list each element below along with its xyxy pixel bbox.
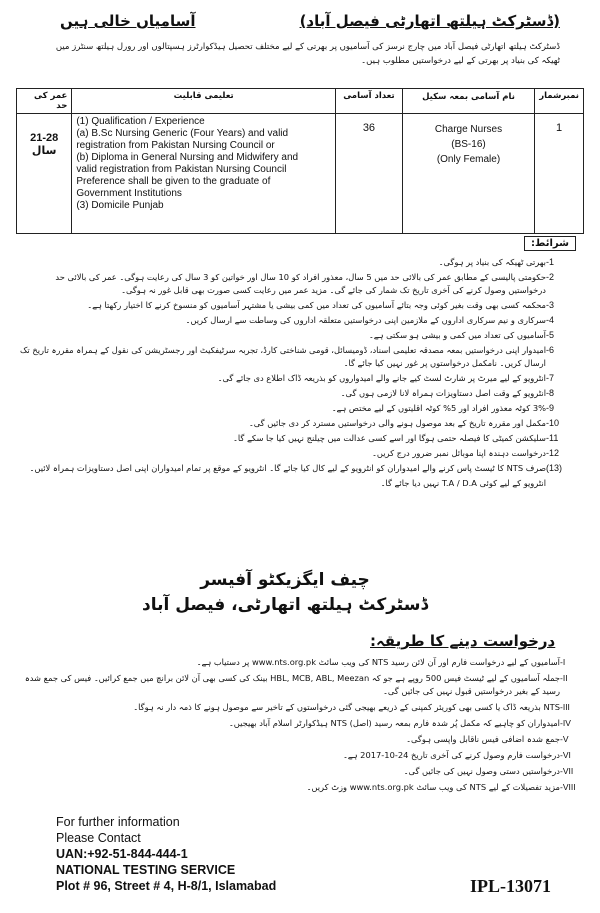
term-text: درخواست دہندہ اپنا موبائل نمبر ضرور درج کریں۔ (372, 448, 546, 458)
term-number: -12 (546, 448, 560, 458)
contact-line-info: For further information (56, 815, 180, 829)
method-number: -I (560, 657, 566, 667)
count-cell (336, 114, 403, 234)
term-text: صرف NTS کا ٹیسٹ پاس کرنے والے امیدواران کو انٹرویو کے لیے کال کیا جائے گا۔ انٹرویو کے موقع پر تمام امیدواران اپنی اصل دستاویزات ہمراہ لائیں۔ (29, 463, 546, 473)
term-number: -2 (546, 272, 555, 282)
post-note: (Only Female) (436, 154, 501, 165)
list-item (20, 765, 590, 778)
term-number: -4 (546, 315, 555, 325)
term-number: -11 (546, 433, 559, 443)
term-number: -5 (546, 330, 555, 340)
list-item (20, 402, 580, 415)
term-text: انٹرویو کے لیے کوئی T.A / D.A نہیں دیا جائے گا۔ (380, 478, 546, 488)
method-text: امیدواران کو چاہیے کہ مکمل پُر شدہ فارم بمعہ رسید (اصل) NTS ہیڈکوارٹر اسلام آباد بھیجیں۔ (228, 718, 560, 728)
list-item (20, 717, 590, 730)
list-item (20, 329, 580, 342)
qual-line: (a) B.Sc Nursing Generic (Four Years) and valid (76, 128, 289, 139)
term-text: سلیکشن کمیٹی کا فیصلہ حتمی ہوگا اور اسے کسی عدالت میں چیلنج نہیں کیا جا سکے گا۔ (233, 433, 546, 443)
qual-line: Preference shall be given to the graduate of (76, 176, 271, 187)
term-number: (13) (546, 463, 563, 473)
qual-line: registration from Pakistan Nursing Council or (76, 140, 275, 151)
list-item (20, 477, 580, 490)
qualification-cell (72, 114, 336, 234)
terms-heading: شرائط: (524, 236, 576, 251)
list-item (20, 271, 580, 297)
table-row (17, 114, 584, 234)
ipl-number: IPL-13071 (470, 876, 551, 896)
list-item (20, 749, 590, 762)
term-number: -8 (546, 388, 555, 398)
col-sr: نمبرشمار (535, 89, 584, 114)
term-text: محکمہ کسی بھی وقت بغیر کوئی وجہ بتائے آسامیوں کی تعداد میں کمی بیشی یا مشتہر آسامیوں کو منسوخ کرنے کا اختیار رکھتا ہے۔ (87, 300, 546, 310)
method-text: جملہ آسامیوں کے لیے ٹیسٹ فیس 500 روپے ہے جو کہ HBL, MCB, ABL, Meezan بینک کی کسی بھی آن لائن برانچ میں جمع کرائیں۔ فیس کی جمع شدہ رسید کے بغیر درخواستیں قبول نہیں کی جائیں گی۔ (24, 673, 560, 696)
term-number (546, 477, 580, 490)
col-age: عمر کی حد (17, 89, 72, 114)
term-text: 3% کوٹہ معذور افراد اور 5% کوٹہ اقلیتوں کے لیے مختص ہے۔ (331, 403, 546, 413)
age-cell (17, 114, 72, 234)
contact-line-please: Please Contact (56, 831, 141, 845)
vacancy-table (16, 88, 584, 234)
list-item (20, 372, 580, 385)
intro-paragraph: ڈسٹرکٹ ہیلتھ اتھارٹی فیصل آباد میں چارج نرسز کی آسامیوں پر بھرتی کے لیے مختلف تحصیل ہیڈکوارٹرز ہسپتالوں اور رورل ہیلتھ سنٹرز میں ٹھیکہ کی بنیاد پر بھرتی کے لیے درخواستیں مطلوب ہیں۔ (55, 42, 560, 66)
authority-title: (ڈسٹرکٹ ہیلتھ اتھارٹی فیصل آباد) (299, 12, 560, 30)
header (40, 10, 560, 38)
col-count: تعداد آسامی (336, 89, 403, 114)
term-text: آسامیوں کی تعداد میں کمی و بیشی ہو سکتی ہے۔ (368, 330, 546, 340)
list-item (20, 672, 590, 698)
qual-line: (3) Domicile Punjab (76, 200, 164, 211)
terms-list (20, 256, 580, 492)
method-number: -III (560, 702, 570, 712)
list-item (20, 781, 590, 794)
table-header-row (17, 89, 584, 114)
term-text: مکمل اور مقررہ تاریخ کے بعد موصول ہونے والی درخواستیں مسترد کر دی جائیں گی۔ (248, 418, 546, 428)
term-text: امیدوار اپنی درخواستیں بمعہ مصدقہ تعلیمی اسناد، ڈومیسائل، قومی شناختی کارڈ، تجربہ سرٹیفکیٹ اور رجسٹریشن کی نقول کے ہمراہ مقررہ تاریخ تک ارسال کریں۔ نامکمل درخواستوں پر غور نہیں کیا جائے گا۔ (20, 345, 546, 368)
qual-line: Government Institutions (76, 188, 182, 199)
method-number: -VI (560, 750, 571, 760)
age-range: 21-28 (30, 132, 59, 144)
list-item (20, 314, 580, 327)
vacancies-title: آسامیاں خالی ہیں (60, 12, 196, 30)
method-text: درخواست فارم وصول کرنے کی آخری تاریخ 24-10-2017 ہے۔ (342, 750, 560, 760)
list-item (20, 701, 590, 714)
list-item (20, 462, 580, 475)
qual-line: valid registration from Pakistan Nursing Council (76, 164, 287, 175)
method-text: درخواستیں دستی وصول نہیں کی جائیں گی۔ (403, 766, 560, 776)
age-unit: سال (31, 144, 57, 157)
contact-uan: UAN:+92-51-844-444-1 (56, 847, 188, 861)
term-text: سرکاری و نیم سرکاری اداروں کے ملازمین اپنی درخواستیں متعلقہ اداروں کی وساطت سے ارسال کریں۔ (185, 315, 546, 325)
term-number: -10 (546, 418, 560, 428)
post-scale: (BS-16) (451, 139, 486, 150)
method-number: -II (560, 673, 568, 683)
list-item (20, 256, 580, 269)
contact-org: NATIONAL TESTING SERVICE (56, 863, 236, 877)
term-text: انٹرویو کے وقت اصل دستاویزات ہمراہ لانا لازمی ہوں گی۔ (340, 388, 546, 398)
method-heading: درخواست دینے کا طریقہ: (370, 632, 556, 650)
contact-block (56, 814, 276, 894)
post-count: 36 (362, 122, 376, 134)
method-text: آسامیوں کے لیے درخواست فارم اور آن لائن رسید NTS کی ویب سائٹ www.nts.org.pk پر دستیاب ہے۔ (196, 657, 560, 667)
method-number: -IV (560, 718, 571, 728)
qual-line: (1) Qualification / Experience (76, 116, 205, 127)
list-item (20, 656, 590, 669)
sr-cell (535, 114, 584, 234)
signature-title: چیف ایگزیکٹو آفیسر (200, 570, 370, 590)
term-number: -6 (546, 345, 555, 355)
list-item (20, 733, 590, 746)
method-list (20, 656, 590, 797)
method-text: NTS بذریعہ ڈاک یا کسی بھی کوریئر کمپنی کے ذریعے بھیجی گئی درخواستوں کے تاخیر سے موصول ہونے کا ذمہ دار نہ ہوگا۔ (133, 702, 560, 712)
term-text: انٹرویو کے لیے میرٹ پر شارٹ لسٹ کیے جانے والے امیدواروں کو بذریعہ ڈاک اطلاع دی جائے گی۔ (217, 373, 546, 383)
list-item (20, 447, 580, 460)
method-number: -VII (560, 766, 574, 776)
list-item (20, 417, 580, 430)
post-name: Charge Nurses (434, 124, 503, 135)
list-item (20, 432, 580, 445)
qual-line: (b) Diploma in General Nursing and Midwifery and (76, 152, 299, 163)
list-item (20, 344, 580, 370)
col-qualification: تعلیمی قابلیت (72, 89, 336, 114)
post-cell (402, 114, 534, 234)
method-number: -VIII (560, 782, 576, 792)
term-number: -7 (546, 373, 555, 383)
sr-number: 1 (556, 122, 563, 134)
list-item (20, 387, 580, 400)
term-text: حکومتی پالیسی کے مطابق عمر کی بالائی حد میں 5 سال، معذور افراد کو 10 سال اور خواتین کو 3 سال کی رعایت ہوگی۔ عمر کی بالائی حد درخواستیں وصول کرنے کی آخری تاریخ تک شمار کی جائے گی۔ مزید عمر میں رعایت کسی صورت بھی قابل غور نہ ہوگی۔ (55, 272, 546, 295)
term-number: -1 (546, 257, 555, 267)
list-item (20, 299, 580, 312)
term-text: بھرتی ٹھیکہ کی بنیاد پر ہوگی۔ (438, 257, 546, 267)
col-post: نام آسامی بمعہ سکیل (402, 89, 534, 114)
contact-address: Plot # 96, Street # 4, H-8/1, Islamabad (56, 879, 277, 893)
method-text: جمع شدہ اضافی فیس ناقابل واپسی ہوگی۔ (406, 734, 560, 744)
signature-office: ڈسٹرکٹ ہیلتھ اتھارٹی، فیصل آباد (141, 595, 429, 615)
term-number: -3 (546, 300, 555, 310)
method-text: مزید تفصیلات کے لیے NTS کی ویب سائٹ www.nts.org.pk وزٹ کریں۔ (306, 782, 560, 792)
method-number: -V (560, 734, 569, 744)
term-number: -9 (546, 403, 555, 413)
